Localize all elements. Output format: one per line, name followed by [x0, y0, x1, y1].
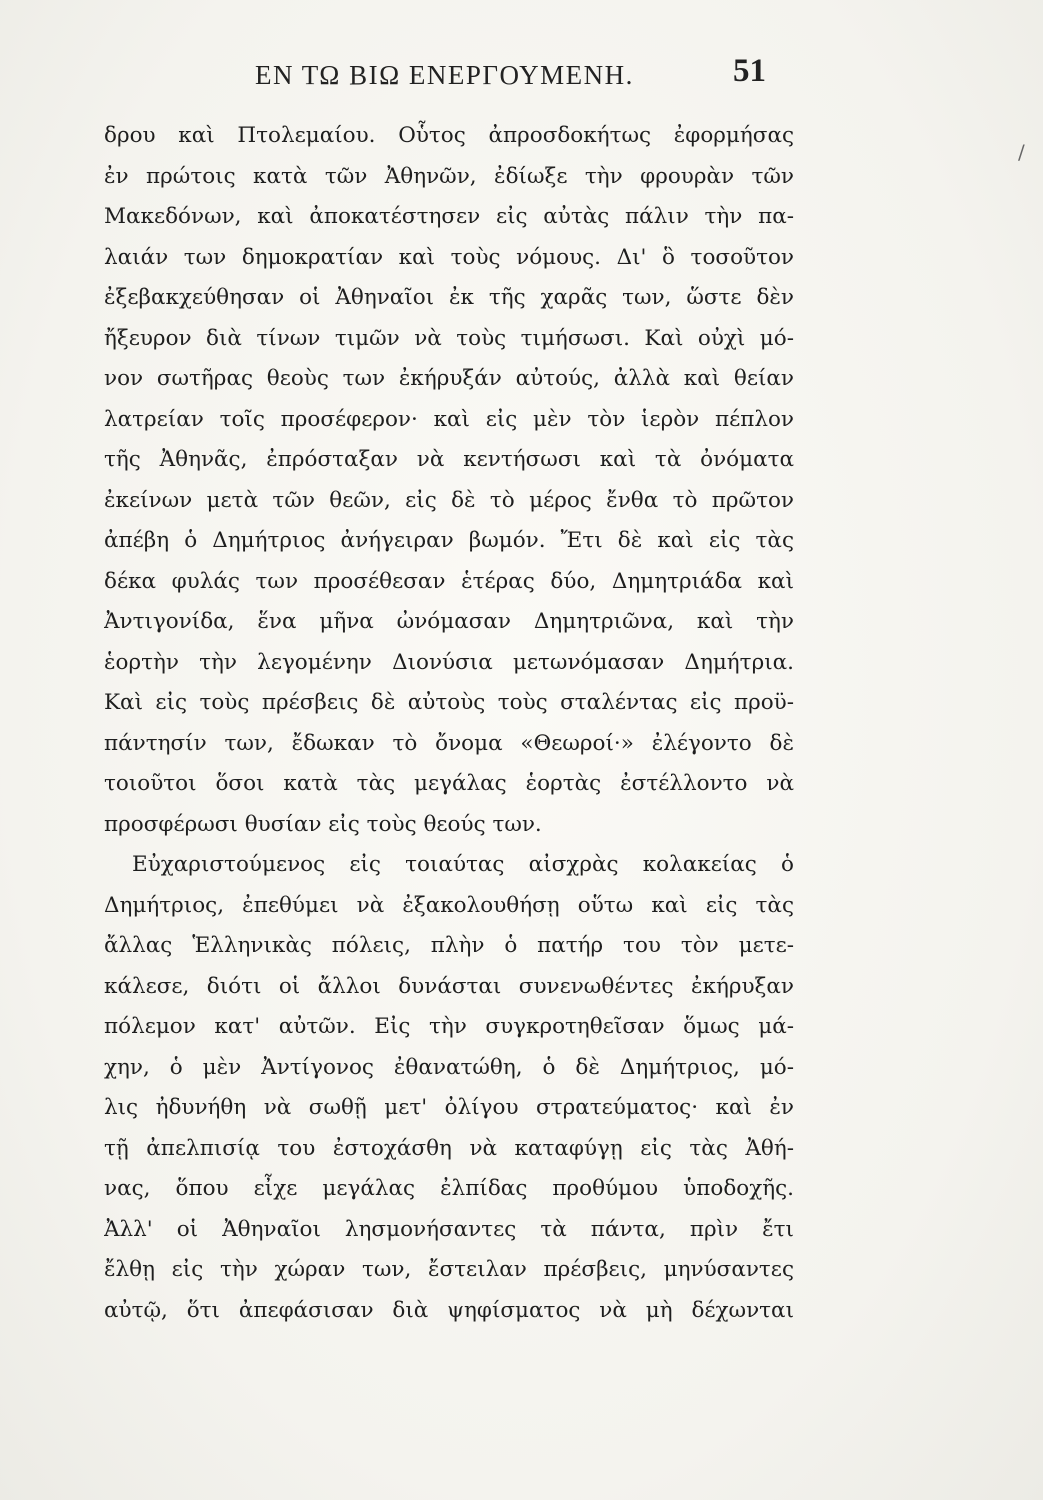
paragraph	[104, 845, 794, 1331]
text-line: λαιάν των δημοκρατίαν καὶ τοὺς νόμους. Δι' ὃ τοσοῦτον	[104, 244, 794, 270]
paragraph	[104, 116, 794, 845]
text-line: ἐξεβακχεύθησαν οἱ Ἀθηναῖοι ἐκ τῆς χαρᾶς των, ὥστε δὲν	[104, 285, 794, 310]
text-line: πάντησίν των, ἔδωκαν τὸ ὄνομα «Θεωροί·» ἐλέγοντο δὲ	[104, 730, 794, 756]
text-line: λατρείαν τοῖς προσέφερον· καὶ εἰς μὲν τὸν ἱερὸν πέπλον	[104, 406, 794, 432]
text-line: αὐτῷ, ὅτι ἀπεφάσισαν διὰ ψηφίσματος νὰ μὴ δέχωνται	[104, 1297, 794, 1323]
text-line: τῆς Ἀθηνᾶς, ἐπρόσταξαν νὰ κεντήσωσι καὶ τὰ ὀνόματα	[104, 447, 794, 472]
text-line: προσφέρωσι θυσίαν εἰς τοὺς θεούς των.	[104, 811, 542, 837]
text-line: λις ἠδυνήθη νὰ σωθῇ μετ' ὀλίγου στρατεύματος· καὶ ἐν	[104, 1095, 794, 1120]
text-line: ἤξευρον διὰ τίνων τιμῶν νὰ τοὺς τιμήσωσι. Καὶ οὐχὶ μό-	[104, 325, 794, 351]
text-line: τοιοῦτοι ὅσοι κατὰ τὰς μεγάλας ἑορτὰς ἐστέλλοντο νὰ	[104, 771, 794, 796]
text-line: ἐκείνων μετὰ τῶν θεῶν, εἰς δὲ τὸ μέρος ἔνθα τὸ πρῶτον	[104, 487, 794, 513]
text-line: νον σωτῆρας θεοὺς των ἐκήρυξάν αὐτούς, ἀλλὰ καὶ θείαν	[104, 366, 794, 391]
text-line: δέκα φυλάς των προσέθεσαν ἑτέρας δύο, Δημητριάδα καὶ	[104, 568, 794, 594]
body-text	[104, 116, 794, 1331]
stray-mark: /	[1018, 140, 1025, 164]
text-line: ἀπέβη ὁ Δημήτριος ἀνήγειραν βωμόν. Ἔτι δὲ καὶ εἰς τὰς	[104, 528, 794, 553]
text-line: πόλεμον κατ' αὐτῶν. Εἰς τὴν συγκροτηθεῖσαν ὅμως μά-	[104, 1014, 794, 1039]
text-line: Καὶ εἰς τοὺς πρέσβεις δὲ αὐτοὺς τοὺς σταλέντας εἰς προϋ-	[104, 690, 794, 715]
text-line: Ἀλλ' οἱ Ἀθηναῖοι λησμονήσαντες τὰ πάντα, πρὶν ἔτι	[104, 1216, 794, 1242]
text-line: Ἀντιγονίδα, ἕνα μῆνα ὠνόμασαν Δημητριῶνα, καὶ τὴν	[104, 609, 794, 634]
text-line: Εὐχαριστούμενος εἰς τοιαύτας αἰσχρὰς κολακείας ὁ	[132, 852, 794, 877]
text-line: Μακεδόνων, καὶ ἀποκατέστησεν εἰς αὐτὰς πάλιν τὴν πα-	[104, 204, 794, 229]
text-line: δρου καὶ Πτολεμαίου. Οὗτος ἀπροσδοκήτως ἐφορμήσας	[104, 123, 794, 148]
text-line: Δημήτριος, ἐπεθύμει νὰ ἐξακολουθήσῃ οὕτω καὶ εἰς τὰς	[104, 892, 794, 918]
text-line: κάλεσε, διότι οἱ ἄλλοι δυνάσται συνενωθέντες ἐκήρυξαν	[104, 973, 794, 999]
text-line: ἄλλας Ἑλληνικὰς πόλεις, πλὴν ὁ πατήρ του τὸν μετε-	[104, 933, 794, 958]
text-line: τῇ ἀπελπισίᾳ του ἐστοχάσθη νὰ καταφύγῃ εἰς τὰς Ἀθή-	[104, 1135, 794, 1161]
text-line: ἑορτὴν τὴν λεγομένην Διονύσια μετωνόμασαν Δημήτρια.	[104, 649, 794, 675]
text-line: νας, ὅπου εἶχε μεγάλας ἐλπίδας προθύμου ὑποδοχῆς.	[104, 1176, 794, 1201]
text-line: χην, ὁ μὲν Ἀντίγονος ἐθανατώθη, ὁ δὲ Δημήτριος, μό-	[104, 1054, 794, 1080]
text-line: ἔλθῃ εἰς τὴν χώραν των, ἔστειλαν πρέσβεις, μηνύσαντες	[104, 1257, 794, 1282]
running-title: ΕΝ ΤΩ ΒΙΩ ΕΝΕΡΓΟΥΜΕΝΗ.	[255, 60, 634, 90]
page-number: 51	[733, 53, 766, 89]
text-line: ἐν πρώτοις κατὰ τῶν Ἀθηνῶν, ἐδίωξε τὴν φρουρὰν τῶν	[104, 163, 794, 189]
